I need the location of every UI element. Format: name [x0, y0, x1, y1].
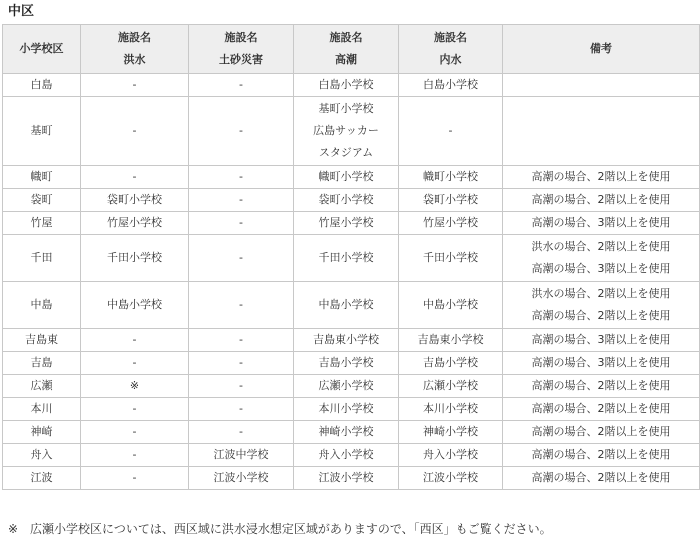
header-remarks: 備考 [503, 25, 700, 74]
cell-district: 中島 [3, 282, 81, 329]
table-row [3, 398, 700, 421]
cell-landslide: - [189, 329, 294, 352]
table-row [3, 212, 700, 235]
cell-remarks [503, 398, 700, 421]
cell-storm-surge-line: 竹屋小学校 [318, 216, 374, 229]
cell-storm-surge [294, 235, 399, 282]
cell-inland-flood: - [399, 97, 503, 166]
cell-inland-flood: 幟町小学校 [399, 166, 503, 189]
cell-remarks [503, 74, 700, 97]
cell-landslide: - [189, 398, 294, 421]
cell-inland-flood: 中島小学校 [399, 282, 503, 329]
cell-storm-surge [294, 282, 399, 329]
cell-remarks-line: 高潮の場合、3階以上を使用 [531, 333, 671, 346]
cell-district: 神崎 [3, 421, 81, 444]
cell-storm-surge-line: 基町小学校 [318, 102, 374, 115]
cell-flood: 千田小学校 [81, 235, 189, 282]
cell-remarks-line: 高潮の場合、2階以上を使用 [531, 379, 671, 392]
header-row [3, 25, 700, 74]
cell-inland-flood: 千田小学校 [399, 235, 503, 282]
cell-inland-flood: 吉島小学校 [399, 352, 503, 375]
cell-district: 千田 [3, 235, 81, 282]
cell-landslide: - [189, 189, 294, 212]
cell-inland-flood: 白島小学校 [399, 74, 503, 97]
table-row [3, 166, 700, 189]
cell-remarks-line: 洪水の場合、2階以上を使用 [531, 240, 671, 253]
cell-remarks-line: 高潮の場合、3階以上を使用 [531, 356, 671, 369]
table-row [3, 282, 700, 329]
cell-flood: 竹屋小学校 [81, 212, 189, 235]
cell-flood: ※ [81, 375, 189, 398]
header-landslide: 施設名 土砂災害 [189, 25, 294, 74]
cell-remarks [503, 189, 700, 212]
table-row [3, 444, 700, 467]
cell-remarks-line: 高潮の場合、2階以上を使用 [531, 193, 671, 206]
cell-storm-surge-line: 神崎小学校 [318, 425, 374, 438]
cell-storm-surge [294, 166, 399, 189]
table-row [3, 97, 700, 166]
cell-remarks-line: 洪水の場合、2階以上を使用 [531, 287, 671, 300]
cell-storm-surge-line: 吉島小学校 [318, 356, 374, 369]
cell-remarks [503, 212, 700, 235]
header-flood: 施設名 洪水 [81, 25, 189, 74]
cell-storm-surge-line: 広瀬小学校 [318, 379, 374, 392]
cell-inland-flood: 江波小学校 [399, 467, 503, 490]
table-row [3, 352, 700, 375]
cell-storm-surge [294, 97, 399, 166]
cell-storm-surge [294, 212, 399, 235]
cell-district: 基町 [3, 97, 81, 166]
cell-inland-flood: 本川小学校 [399, 398, 503, 421]
cell-inland-flood: 広瀬小学校 [399, 375, 503, 398]
cell-remarks-line: 高潮の場合、2階以上を使用 [531, 170, 671, 183]
table-row [3, 189, 700, 212]
cell-remarks-line: 高潮の場合、2階以上を使用 [531, 425, 671, 438]
table-row [3, 329, 700, 352]
cell-flood: - [81, 329, 189, 352]
cell-storm-surge [294, 444, 399, 467]
cell-flood: 袋町小学校 [81, 189, 189, 212]
cell-remarks-line: 高潮の場合、2階以上を使用 [531, 471, 671, 484]
cell-storm-surge [294, 189, 399, 212]
cell-landslide: - [189, 352, 294, 375]
cell-storm-surge-line: 中島小学校 [318, 298, 374, 311]
cell-district: 舟入 [3, 444, 81, 467]
cell-inland-flood: 舟入小学校 [399, 444, 503, 467]
cell-flood: - [81, 166, 189, 189]
header-inland-flood: 施設名 内水 [399, 25, 503, 74]
cell-landslide: 江波中学校 [189, 444, 294, 467]
cell-remarks [503, 329, 700, 352]
cell-storm-surge-line: 吉島東小学校 [313, 333, 379, 346]
cell-district: 竹屋 [3, 212, 81, 235]
cell-remarks [503, 467, 700, 490]
cell-storm-surge [294, 375, 399, 398]
cell-storm-surge [294, 467, 399, 490]
cell-storm-surge-line: 本川小学校 [318, 402, 374, 415]
cell-storm-surge [294, 421, 399, 444]
cell-flood: - [81, 444, 189, 467]
cell-storm-surge [294, 74, 399, 97]
cell-district: 本川 [3, 398, 81, 421]
cell-flood: 中島小学校 [81, 282, 189, 329]
cell-remarks-line: 高潮の場合、2階以上を使用 [531, 309, 671, 322]
cell-remarks [503, 444, 700, 467]
cell-remarks-line: 高潮の場合、3階以上を使用 [531, 216, 671, 229]
cell-district: 江波 [3, 467, 81, 490]
cell-district: 幟町 [3, 166, 81, 189]
cell-storm-surge-line: 広島サッカー [313, 124, 379, 137]
cell-storm-surge [294, 352, 399, 375]
cell-inland-flood: 袋町小学校 [399, 189, 503, 212]
cell-inland-flood: 竹屋小学校 [399, 212, 503, 235]
cell-district: 袋町 [3, 189, 81, 212]
cell-flood: - [81, 421, 189, 444]
cell-storm-surge-line: 幟町小学校 [318, 170, 374, 183]
cell-storm-surge-line: 白島小学校 [318, 78, 374, 91]
cell-storm-surge-line: 千田小学校 [318, 251, 374, 264]
cell-remarks [503, 352, 700, 375]
header-district: 小学校区 [3, 25, 81, 74]
table-row [3, 235, 700, 282]
cell-remarks-line: 高潮の場合、2階以上を使用 [531, 402, 671, 415]
cell-inland-flood: 吉島東小学校 [399, 329, 503, 352]
shelter-table [2, 24, 700, 490]
cell-district: 吉島 [3, 352, 81, 375]
table-row [3, 375, 700, 398]
header-storm-surge: 施設名 高潮 [294, 25, 399, 74]
cell-remarks [503, 97, 700, 166]
cell-flood: - [81, 467, 189, 490]
cell-landslide: - [189, 212, 294, 235]
table-row [3, 421, 700, 444]
cell-remarks [503, 282, 700, 329]
cell-landslide: - [189, 421, 294, 444]
cell-landslide: - [189, 282, 294, 329]
cell-storm-surge-line: 袋町小学校 [318, 193, 374, 206]
cell-inland-flood: 神崎小学校 [399, 421, 503, 444]
cell-storm-surge-line: スタジアム [318, 146, 374, 159]
ward-title: 中区 [8, 4, 35, 19]
cell-storm-surge [294, 329, 399, 352]
cell-flood: - [81, 398, 189, 421]
cell-landslide: 江波小学校 [189, 467, 294, 490]
cell-flood: - [81, 74, 189, 97]
table-row [3, 467, 700, 490]
cell-landslide: - [189, 74, 294, 97]
cell-landslide: - [189, 166, 294, 189]
cell-remarks [503, 235, 700, 282]
cell-storm-surge-line: 舟入小学校 [318, 448, 374, 461]
cell-storm-surge-line: 江波小学校 [318, 471, 374, 484]
cell-district: 吉島東 [3, 329, 81, 352]
cell-remarks-line: 高潮の場合、3階以上を使用 [531, 262, 671, 275]
cell-flood: - [81, 97, 189, 166]
footnote: ※ 広瀬小学校区については、西区域に洪水浸水想定区域がありますので、「西区」もご覧ください。 [8, 522, 552, 536]
cell-landslide: - [189, 375, 294, 398]
cell-landslide: - [189, 235, 294, 282]
cell-remarks [503, 166, 700, 189]
cell-landslide: - [189, 97, 294, 166]
cell-district: 広瀬 [3, 375, 81, 398]
cell-remarks-line: 高潮の場合、2階以上を使用 [531, 448, 671, 461]
cell-storm-surge [294, 398, 399, 421]
table-row [3, 74, 700, 97]
cell-remarks [503, 421, 700, 444]
cell-remarks [503, 375, 700, 398]
cell-district: 白島 [3, 74, 81, 97]
cell-flood: - [81, 352, 189, 375]
